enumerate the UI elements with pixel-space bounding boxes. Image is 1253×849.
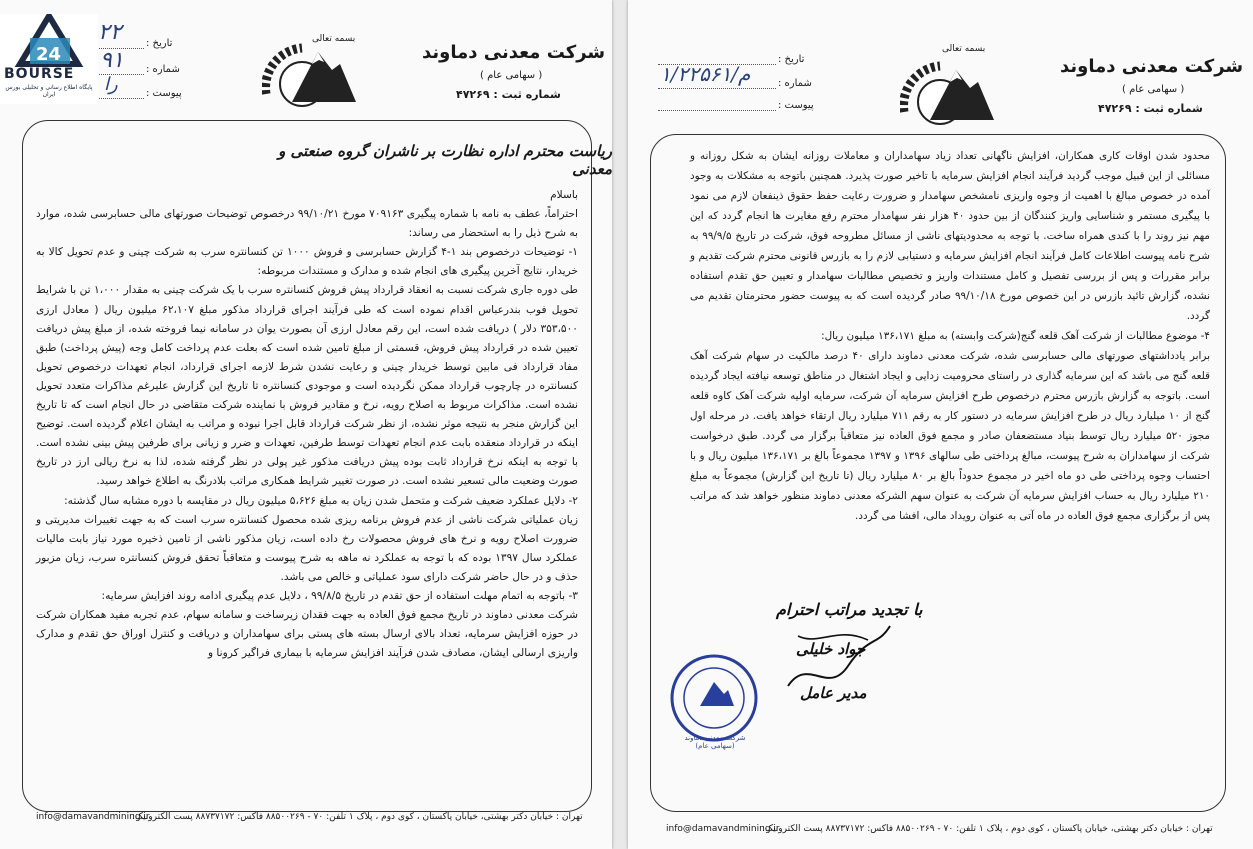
signer-title: مدیر عامل <box>800 684 867 702</box>
company-logo <box>262 34 358 110</box>
footer-address: تهران : خیابان دکتر بهشتی، خیابان پاکستان ، کوی دوم ، پلاک ۱ تلفن: ۷۰ - ۸۸۵۰۰۲۶۹ فاکس: ۸۸۷۳۷۱۷۲ پست الکترونیک: <box>132 812 583 822</box>
letter-body: باسلام احتراماً، عطف به نامه با شماره پیگیری ۷۰۹۱۶۳ مورخ ۹۹/۱۰/۲۱ درخصوص توضیحات صورتهای مالی حسابرسی شده، موارد به شرح ذیل را به استحضار می رساند: ۱- توضیحات درخصوص بند ۱-۴ گزارش حسابرسی و فروش ۱۰۰۰ تن کنسانتره سرب به شرکت چینی و عدم تحویل کالا به خریدار، نتایج آخرین پیگیری های انجام شده و مدارک و مستندات مربوطه: طی دوره جاری شرکت نسبت به انعقاد قرارداد پیش فروش کنسانتره سرب با یک شرکت چینی به مقدار ۱،۰۰۰ تن با شرایط تحویل فوب بندرعباس اقدام نموده است که طی فرآیند اجرای قرارداد مذکور مبلغ ۶۲،۱۰۷ میلیون ریال ( معادل ارزی ۳۵۳،۵۰۰ دلار ) دریافت شده است، این رقم معادل ارزی آن بصورت یوان در سامانه نیما فروخته شده، از مبلغ پیش دریافت تعیین شده در قرارداد پیش فروش، قسمتی از مبلغ تامین شده است که بعلت عدم پرداخت کامل وجه (پیش پرداخت) طبق مفاد قرارداد فی مابین توسط خریدار چینی و رعایت نشدن شرط لازمه اجرای قرارداد، انجام تعهدات درخصوص تحویل کنسانتره در چارچوب قرارداد ممکن نگردیده است و موجودی کنسانتره تا تاریخ این گزارش علیرغم مذاکرات متعدد تحویل نشده است. مذاکرات مربوط به اصلاح رویه، نرخ و مقادیر فروش با نماینده شرکت متقاضی در حال انجام است که تا تاریخ این گزارش منجر به نتیجه موثر نشده، از نظر شرکت قرارداد قابل اجرا نبوده و مراتب به ایشان اعلام گردیده است. توضیح اینکه در قرارداد منعقده بابت عدم انجام تعهدات توسط طرفین، تعهدات و ضرر و زیانی برای طرفین پیش بینی نشده است. با توجه به اینکه نرخ قرارداد ثابت بوده پیش دریافت مذکور غیر پولی در نظر گرفته شده، لذا به نرخ ریالی ارز در تاریخ صورت وضعیت مالی تسعیر نشده است. در صورت تغییر شرایط همکاری مراتب بلادرنگ به اطلاع خواهد رسید. ۲- دلایل عملکرد ضعیف شرکت و متحمل شدن زیان به مبلغ ۵،۶۲۶ میلیون ریال در مقایسه با دوره مشابه سال گذشته: زیان عملیاتی شرکت ناشی از عدم فروش برنامه ریزی شده محصول کنسانتره سرب است که به جهت تغییرات مدیریتی و ضرورت اصلاح رویه و نرخ های فروش محصولات رخ داده است، زیان مذکور ناشی از تامین ذخیره مورد نیاز بابت مالیات عملکرد سال ۱۳۹۷ بوده که با توجه به عملکرد نه ماهه به شرح پیوست و متعاقباً تحقق فروش کنسانتره سرب، زیان مزبور حذف و در حال حاضر شرکت دارای سود عملیاتی و خالص می باشد. ۳- باتوجه به اتمام مهلت استفاده از حق تقدم در تاریخ ۹۹/۸/۵ ، دلایل عدم پیگیری ادامه روند افزایش سرمایه: شرکت معدنی دماوند در تاریخ مجمع فوق العاده به جهت فقدان زیرساخت و سامانه سهام، عدم تجربه مفید همکاران شرکت در حوزه افزایش سرمایه، تعداد بالای ارسال بسته های پستی برای سهامداران و دریافت و کنترل اوراق حق تقدم و مدارک واریزی ارسالی ایشان، مصادف شدن فرآیند افزایش سرمایه با بیماری فراگیر کرونا و <box>36 189 579 660</box>
company-type: ( سهامی عام ) <box>1122 84 1185 95</box>
handwritten-number: ۱/م/۲۲۵۶۱ <box>660 62 751 86</box>
stamp-text: شرکت معدنی دماوند (سهامی عام) <box>684 734 746 750</box>
svg-text:24: 24 <box>36 44 62 65</box>
letter-page-1 <box>0 0 612 849</box>
footer-address: تهران : خیابان دکتر بهشتی، خیابان پاکستان ، کوی دوم ، پلاک ۱ تلفن: ۷۰ - ۸۸۵۰۰۲۶۹ فاکس: ۸۸۷۳۷۱۷۲ پست الکترونیک: <box>762 824 1213 834</box>
bourse-watermark <box>0 14 98 104</box>
handwritten-number: ۹۱ <box>100 48 124 73</box>
bourse-caption: پایگاه اطلاع رسانی و تحلیلی بورس ایران <box>5 84 93 98</box>
attachment-label: پیوست : <box>146 88 182 99</box>
letter-body: محدود شدن اوقات کاری همکاران، افزایش ناگهانی تعداد زیاد سهامداران و معاملات روزانه ایشان به شکل روزانه و مسائلی از این قبیل موجب گردید فرآیند انجام افزایش سرمایه با تاخیر صورت پذیرد. همچنین باتوجه به مشکلات به وجود آمده در خصوص مبالغ با اهمیت از وجوه واریزی نامشخص سهامدار و ضرورت رعایت حفظ حقوق ذینفعان لازم می نمود با پیگیری مستمر و شناسایی واریز کنندگان از بین حدود ۴۰ هزار نفر سهامدار محترم رفع مغایرت ها انجام گردد که این مهم نیز روند را با کندی همراه ساخت. با توجه به محدودیتهای ناشی از مسائل مطروحه فوق، شرکت در تاریخ ۹۹/۹/۵ به شرح نامه پیوست اطلاعات کامل فرآیند انجام افزایش سرمایه و دستیابی لازم را به بازرس قانونی محترم شرکت تقدیم و برابر مقررات و پس از بررسی تفصیل و کامل مستندات واریز و تخصیص مطالبات سهامدار و تعیین حق تقدم استفاده نشده، گزارش تائید بازرس در این خصوص مورخ ۹۹/۱۰/۱۸ صادر گردیده است که به پیوست حضور محترمتان تقدیم می گردد. ۴- موضوع مطالبات از شرکت آهک قلعه گنج(شرکت وابسته) به مبلغ ۱۳۶،۱۷۱ میلیون ریال: برابر یادداشتهای صورتهای مالی حسابرسی شده، شرکت معدنی دماوند دارای ۴۰ درصد مالکیت در سهام شرکت آهک قلعه گنج می باشد که این سرمایه گذاری در راستای محرومیت زدایی و ایجاد اشتغال در مناطق توسعه نیافته ایجاد گردیده است. باتوجه به گزارش بازرس محترم درخصوص طرح افزایش سرمایه آن شرکت، سرمایه اولیه شرکت آهک کاوه قلعه گنج از ۱۰ میلیارد ریال در طرح افزایش سرمایه در دستور کار به رقم ۷۱۱ میلیارد ریال ارتقاء خواهد یافت. در مرحله اول مجوز ۵۲۰ میلیارد ریال توسط بنیاد مستضعفان صادر و مجمع فوق العاده نیز متعاقباً برگزار می گردد. طبق درخواست شرکت از سهامداران به شرح پیوست، مبالغ پرداختی طی سالهای ۱۳۹۶ و ۱۳۹۷ مجموعاً بالغ بر ۱۳۶،۱۷۱ میلیون ریال و با احتساب وجوه پرداختی طی دو ماه اخیر در مجموع حدوداً بالغ بر ۸۰ میلیارد ریال (تا تاریخ این گزارش) مجموعاً به مبلغ ۲۱۰ میلیارد ریال به حساب افزایش سرمایه آن شرکت به عنوان سهم الشرکه معدنی دماوند منظور خواهد شد که مراتب پس از برگزاری مجمع فوق العاده در ماه آتی به عنوان رویداد مالی، افشا می گردد. <box>690 150 1211 522</box>
company-stamp <box>668 652 760 744</box>
footer-email: info@damavandmining.ir <box>666 824 780 834</box>
registration-number: شماره ثبت : ۴۷۲۶۹ <box>456 88 561 101</box>
registration-number: شماره ثبت : ۴۷۲۶۹ <box>1098 102 1203 115</box>
company-name: شرکت معدنی دماوند <box>1060 56 1244 77</box>
footer-email: info@damavandmining.ir <box>36 812 150 822</box>
number-label: شماره : <box>146 64 180 75</box>
date-label: تاریخ : <box>778 54 805 65</box>
attachment-label: پیوست : <box>778 100 814 111</box>
signature-scribble <box>778 616 898 706</box>
date-label: تاریخ : <box>146 38 173 49</box>
company-logo <box>900 52 996 128</box>
recipient-heading: ریاست محترم اداره نظارت بر ناشران گروه صنعتی و معدنی <box>278 142 612 178</box>
number-label: شماره : <box>778 78 812 89</box>
company-type: ( سهامی عام ) <box>480 70 543 81</box>
signer-name: جواد خلیلی <box>796 640 866 658</box>
handwritten-attachment: را <box>104 74 118 95</box>
company-name: شرکت معدنی دماوند <box>422 42 606 63</box>
letter-tagline: بسمه تعالی <box>942 44 986 54</box>
letter-page-2 <box>628 0 1253 849</box>
letter-tagline: بسمه تعالی <box>312 34 356 44</box>
bourse-word: BOURSE <box>4 66 75 82</box>
handwritten-date: ۲۲ <box>98 20 122 45</box>
bourse-logo-icon <box>0 14 98 70</box>
closing-line: با تجدید مراتب احترام <box>776 600 923 619</box>
